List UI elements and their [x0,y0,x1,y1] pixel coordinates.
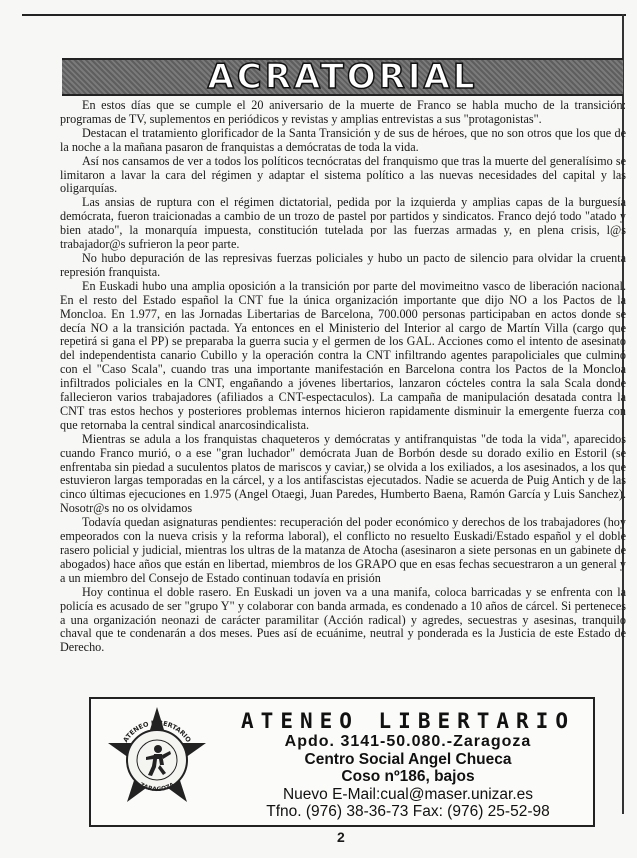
article-paragraph: En Euskadi hubo una amplia oposición a la transición por parte del movimeitno vasco de liberación nacional. En el resto del Estado español la CNT fue la única organización importante que dijo NO a los Pactos de la Moncloa. En 1.977, en las Jornadas Libertarias de Barcelona, 700.000 personas participaban en actos donde se decía NO a la transición pactada. Ya entonces en el Ministerio del Interior al cargo de Martín Villa (cargo que repetirá si gana el PP) se preparaba la guerra sucia y el germen de los GAL. Acciones como el intento de asesinato del independentista canario Cubillo y la operación contra la CNT infiltrando agentes parapoliciales que culminó con el "Caso Scala", cuando tras una importante manifestación en Barcelona contra los Pactos de la Moncloa infiltrados policiales en la CNT, engañando a jóvenes libertarios, lanzaron cócteles contra la sala Scala donde fallecieron varios trabajadores (afiliados a CNT-espectaculos). La campaña de manipulación desatada contra la CNT tras estos hechos y posteriores problemas internos hicieron rapidamente disminuir la emergente fuerza con que retornaba la central sindical anarcosindicalista. [60,278,626,432]
article-paragraph: Destacan el tratamiento glorificador de la Santa Transición y de sus de héroes, que no son otros que los que de la noche a la mañana pasaron de franquistas a demócratas de toda la vida. [60,125,626,154]
article-paragraph: Todavía quedan asignaturas pendientes: recuperación del poder económico y derechos de los trabajadores (hoy empeorados con la nueva crisis y la reforma laboral), el conflicto no resuelto Euskadi/Estado español y el doble rasero policial y judicial, mientras los ultras de la matanza de Atocha (asesinaron a siete personas en un gabinete de abogados) hace años que están en libertad, miembros de los GRAPO que en esas fechas secuestraron a un general y a un miembro del Consejo de Estado continuan todavía en prisión [60,515,626,585]
page-number: 2 [337,829,345,845]
article-paragraph: No hubo depuración de las represivas fuerzas policiales y hubo un pacto de silencio para olvidar la cruenta represión franquista. [60,250,626,279]
article-paragraph: Mientras se adula a los franquistas chaqueteros y demócratas y antifranquistas "de toda la vida", aparecidos cuando Franco murió, o a ese "gran luchador" demócrata Juan de Borbón desde su dorado exilio en Estoril (se enfrentaba sin piedad a suculentos platos de mariscos y caviar,) se olvida a los exiliados, a los asesinados, a los que estuvieron largas temporadas en la cárcel, y a los antifascistas ejecutados. Nadie se acuerda de Puig Antich y de las cinco últimas ejecuciones en 1.975 (Angel Otaegi, Juan Paredes, Humberto Baena, Ramón García y Luis Sanchez). Nosotr@s no os olvidamos [60,431,626,516]
centro-social-name: Centro Social Angel Chueca [304,750,512,768]
phone-fax-line: Tfno. (976) 38-36-73 Fax: (976) 25-52-98 [266,803,550,820]
ateneo-title: ATENEO LIBERTARIO [241,709,575,733]
article-paragraph: Hoy continua el doble rasero. En Euskadi un joven va a una manifa, coloca barricadas y se enfrenta con la policía es acusado de ser "grupo Y" y colaborar con banda armada, es condenado a 10 años de cárcel. Si perteneces a una organización neonazi de carácter paramilitar (Acción radical) y agredes, secuestras y asesinas, tranquilo chaval que te condenarán a dos meses. Pues así de ecuánime, neutral y ponderada es la Justicia de este Estado de Derecho. [60,584,626,655]
article-body [60,99,626,655]
ateneo-star-logo [102,705,212,815]
top-rule [22,14,626,16]
article-paragraph: Las ansias de ruptura con el régimen dictatorial, pedida por la izquierda y amplias capas de la burguesía demócrata, fueron traicionadas a cambio de un trozo de pastel por partidos y sindicatos. Franco dejó todo "atado y bien atado", la monarquía impuesta, constitución tutelada por las fuerzas armadas y, en plena crisis, l@s trabajador@s sufrieron la peor parte. [60,195,626,252]
email-line: Nuevo E-Mail:cual@maser.unizar.es [282,785,534,803]
ateneo-contact-info [232,709,584,821]
article-paragraph: En estos días que se cumple el 20 aniversario de la muerte de Franco se habla mucho de la transición: programas de TV, suplementos en periódicos y revistas y amplias entrevistas a sus "protagonistas". [60,98,626,126]
apdo-address: Apdo. 3141-50.080.-Zaragoza [284,733,532,750]
header-banner [62,58,623,96]
logo-ring-top-text: ATENEO LIBERTARIO [121,718,193,744]
article-paragraph: Así nos cansamos de ver a todos los políticos tecnócratas del franquismo que tras la muerte del generalísimo se limitaron a lavar la cara del régimen y adaptar el sistema político a las nuevas necesidades del capital y las oligarquías. [60,153,626,196]
street-address: Coso nº186, bajos [341,768,475,785]
logo-ring-bottom-text: ZARAGOZA [138,781,176,794]
page-title: ACRATORIAL [207,57,478,97]
